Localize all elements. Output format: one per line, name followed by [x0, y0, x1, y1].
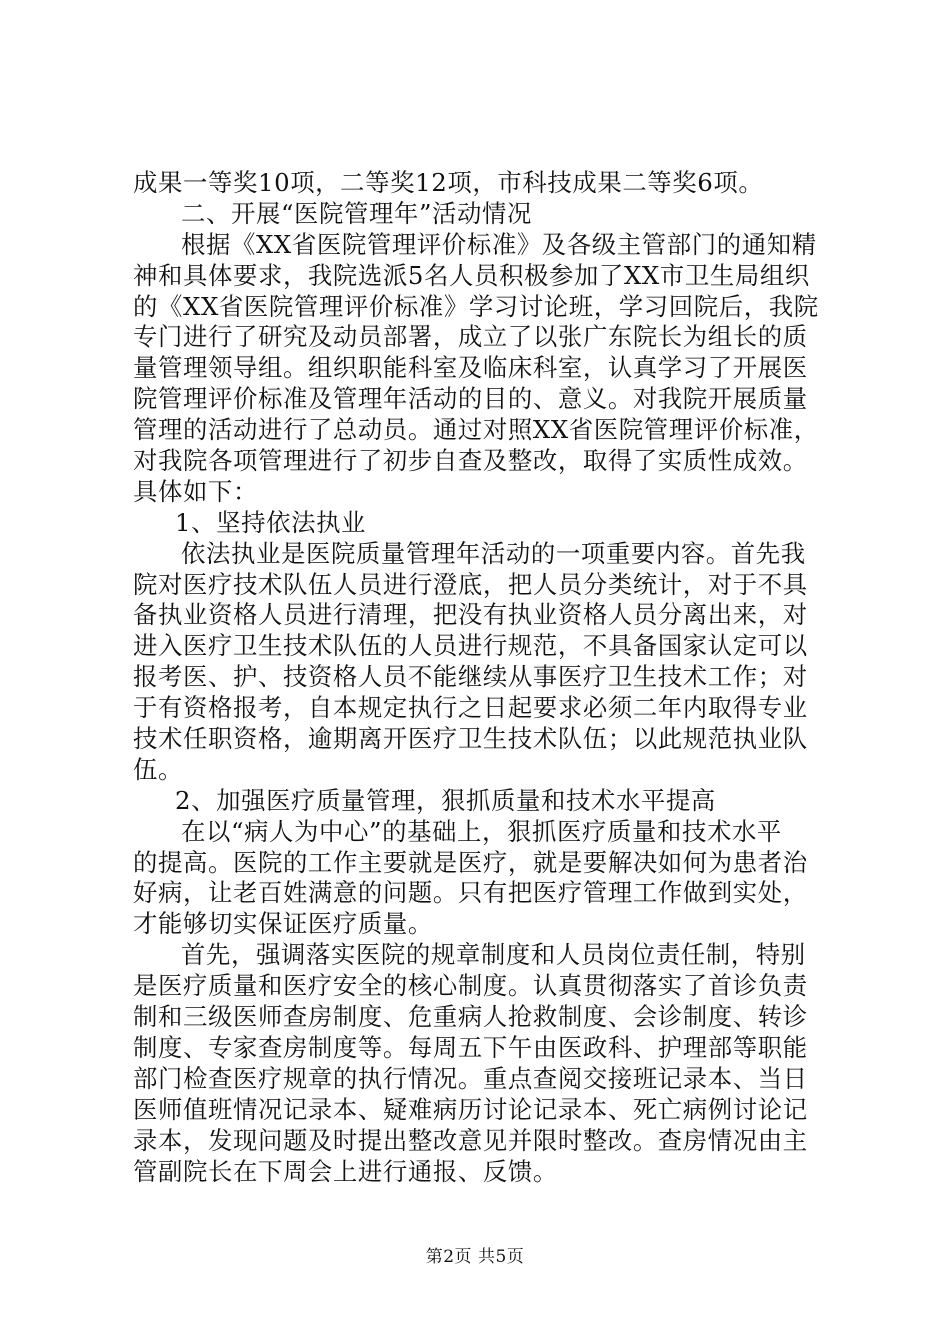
section-heading: 二、开展“医院管理年”活动情况 [181, 198, 533, 228]
paragraph-line: 首先，强调落实医院的规章制度和人员岗位责任制，特别 [181, 940, 806, 970]
paragraph-line: 管理的活动进行了总动员。通过对照XX省医院管理评价标准， [133, 415, 819, 445]
paragraph-line: 备执业资格人员进行清理，把没有执业资格人员分离出来，对 [133, 600, 808, 630]
paragraph-line: 技术任职资格，逾期离开医疗卫生技术队伍；以此规范执业队 [133, 724, 808, 754]
subsection-heading: 2、加强医疗质量管理，狠抓质量和技术水平提高 [175, 785, 716, 815]
paragraph-line: 专门进行了研究及动员部署，成立了以张广东院长为组长的质 [133, 322, 808, 352]
paragraph-line: 的《XX省医院管理评价标准》学习讨论班，学习回院后，我院 [133, 291, 819, 321]
paragraph-line: 好病，让老百姓满意的问题。只有把医疗管理工作做到实处， [133, 878, 808, 908]
paragraph-line: 进入医疗卫生技术队伍的人员进行规范，不具备国家认定可以 [133, 631, 808, 661]
page-number-footer: 第2页 共5页 [425, 1247, 525, 1267]
paragraph-line: 伍。 [133, 754, 183, 784]
subsection-heading: 1、坚持依法执业 [175, 507, 367, 537]
paragraph-line: 的提高。医院的工作主要就是医疗，就是要解决如何为患者治 [133, 847, 808, 877]
paragraph-line: 于有资格报考，自本规定执行之日起要求必须二年内取得专业 [133, 693, 808, 723]
paragraph-line: 根据《XX省医院管理评价标准》及各级主管部门的通知精 [181, 229, 817, 259]
paragraph-line: 对我院各项管理进行了初步自查及整改，取得了实质性成效。 [133, 446, 808, 476]
paragraph-line: 具体如下： [133, 476, 258, 506]
paragraph-line: 是医疗质量和医疗安全的核心制度。认真贯彻落实了首诊负责 [133, 971, 808, 1001]
paragraph-line: 在以“病人为中心”的基础上，狠抓医疗质量和技术水平 [181, 816, 782, 846]
paragraph-line: 院对医疗技术队伍人员进行澄底，把人员分类统计，对于不具 [133, 569, 808, 599]
paragraph-line: 管副院长在下周会上进行通报、反馈。 [133, 1156, 558, 1186]
paragraph-line: 神和具体要求，我院选派5名人员积极参加了XX市卫生局组织 [133, 260, 810, 290]
paragraph-line: 院管理评价标准及管理年活动的目的、意义。对我院开展质量 [133, 384, 808, 414]
paragraph-line: 录本，发现问题及时提出整改意见并限时整改。查房情况由主 [133, 1125, 808, 1155]
paragraph-line: 依法执业是医院质量管理年活动的一项重要内容。首先我 [181, 538, 806, 568]
paragraph-line: 量管理领导组。组织职能科室及临床科室，认真学习了开展医 [133, 353, 808, 383]
paragraph-continuation: 成果一等奖10项，二等奖12项，市科技成果二等奖6项。 [133, 168, 764, 197]
document-body [133, 168, 833, 1187]
paragraph-line: 医师值班情况记录本、疑难病历讨论记录本、死亡病例讨论记 [133, 1094, 808, 1124]
paragraph-line: 制和三级医师查房制度、危重病人抢救制度、会诊制度、转诊 [133, 1002, 808, 1032]
paragraph-line: 报考医、护、技资格人员不能继续从事医疗卫生技术工作；对 [133, 662, 808, 692]
paragraph-line: 才能够切实保证医疗质量。 [133, 909, 433, 939]
paragraph-line: 部门检查医疗规章的执行情况。重点查阅交接班记录本、当日 [133, 1063, 808, 1093]
paragraph-line: 制度、专家查房制度等。每周五下午由医政科、护理部等职能 [133, 1032, 808, 1062]
